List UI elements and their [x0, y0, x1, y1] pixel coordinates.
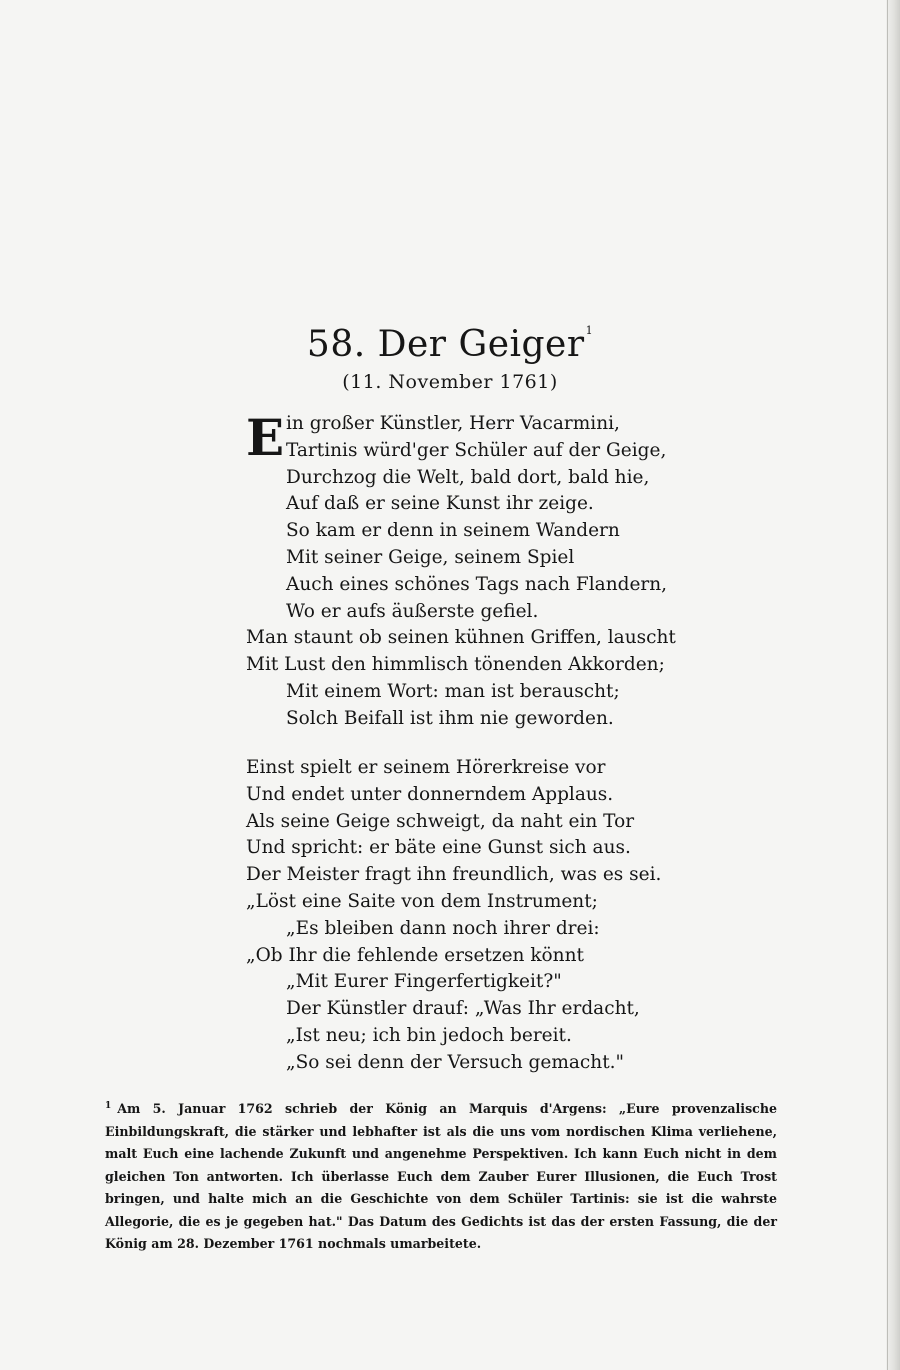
footnote [105, 1095, 777, 1256]
page-edge-line [887, 0, 888, 1370]
verse-line: So kam er denn in seinem Wandern [286, 520, 620, 542]
stanza-1 [246, 408, 846, 733]
verse-line: Der Meister fragt ihn freundlich, was es sei. [246, 864, 662, 886]
verse-line: in großer Künstler, Herr Vacarmini, [286, 413, 620, 434]
verse-line: Durchzog die Welt, bald dort, bald hie, [286, 466, 650, 488]
verse-line: Auch eines schönes Tags nach Flandern, [286, 573, 668, 595]
poem-title [0, 308, 900, 368]
verse-line: Man staunt ob seinen kühnen Griffen, lauscht [246, 627, 676, 649]
verse-line: Auf daß er seine Kunst ihr zeige. [286, 493, 594, 515]
verse-line: „So sei denn der Versuch gemacht." [286, 1051, 625, 1073]
verse-line: „Mit Eurer Fingerfertigkeit?" [286, 971, 562, 993]
stanza-2 [246, 755, 846, 1077]
poem-title-text: 58. Der Geiger [306, 324, 585, 365]
verse-line: Solch Beifall ist ihm nie geworden. [286, 707, 614, 729]
verse-line: Mit Lust den himmlisch tönenden Akkorden; [246, 654, 665, 676]
drop-cap: E [246, 408, 285, 467]
verse-line: „Löst eine Saite von dem Instrument; [246, 890, 598, 912]
verse-line: Einst spielt er seinem Hörerkreise vor [246, 757, 606, 778]
verse-line: Mit einem Wort: man ist berauscht; [286, 680, 620, 702]
verse-line: Als seine Geige schweigt, da naht ein Tor [246, 810, 635, 832]
verse-line: Und endet unter donnerndem Applaus. [246, 783, 614, 805]
footnote-text: Am 5. Januar 1762 schrieb der König an Marquis d'Argens: „Eure provenzalische Einbildungskraft, die stärker und lebhafter ist als die uns vom nordischen Klima verliehene, malt Euch eine lachende Zukunft und angenehme Perspektiven. Ich kann Euch nicht in dem gleichen Ton antworten. Ich überlasse Euch dem Zauber Eurer Illusionen, die Euch Trost bringen, und halte mich an die Geschichte von dem Schüler Tartinis: sie ist die wahrste Allegorie, die es je gegeben hat." Das Datum des Gedichts ist das der ersten Fassung, die der König am 28. Dezember 1761 nochmals umarbeitete. [105, 1101, 777, 1251]
footnote-marker-title: 1 [585, 324, 594, 337]
page-edge [886, 0, 900, 1370]
verse-line: Mit seiner Geige, seinem Spiel [286, 546, 575, 568]
poem-date: (11. November 1761) [342, 371, 558, 393]
poem-heading [0, 308, 900, 394]
verse-line: Wo er aufs äußerste gefiel. [286, 600, 539, 622]
verse-line: Tartinis würd'ger Schüler auf der Geige, [286, 439, 667, 461]
verse-line: „Es bleiben dann noch ihrer drei: [286, 917, 600, 939]
footnote-marker: 1 [105, 1101, 112, 1111]
verse-line: „Ob Ihr die fehlende ersetzen könnt [246, 944, 584, 966]
verse-line: Der Künstler drauf: „Was Ihr erdacht, [286, 998, 640, 1020]
verse-line: „Ist neu; ich bin jedoch bereit. [286, 1024, 572, 1046]
verse-line: Und spricht: er bäte eine Gunst sich aus. [246, 837, 631, 859]
